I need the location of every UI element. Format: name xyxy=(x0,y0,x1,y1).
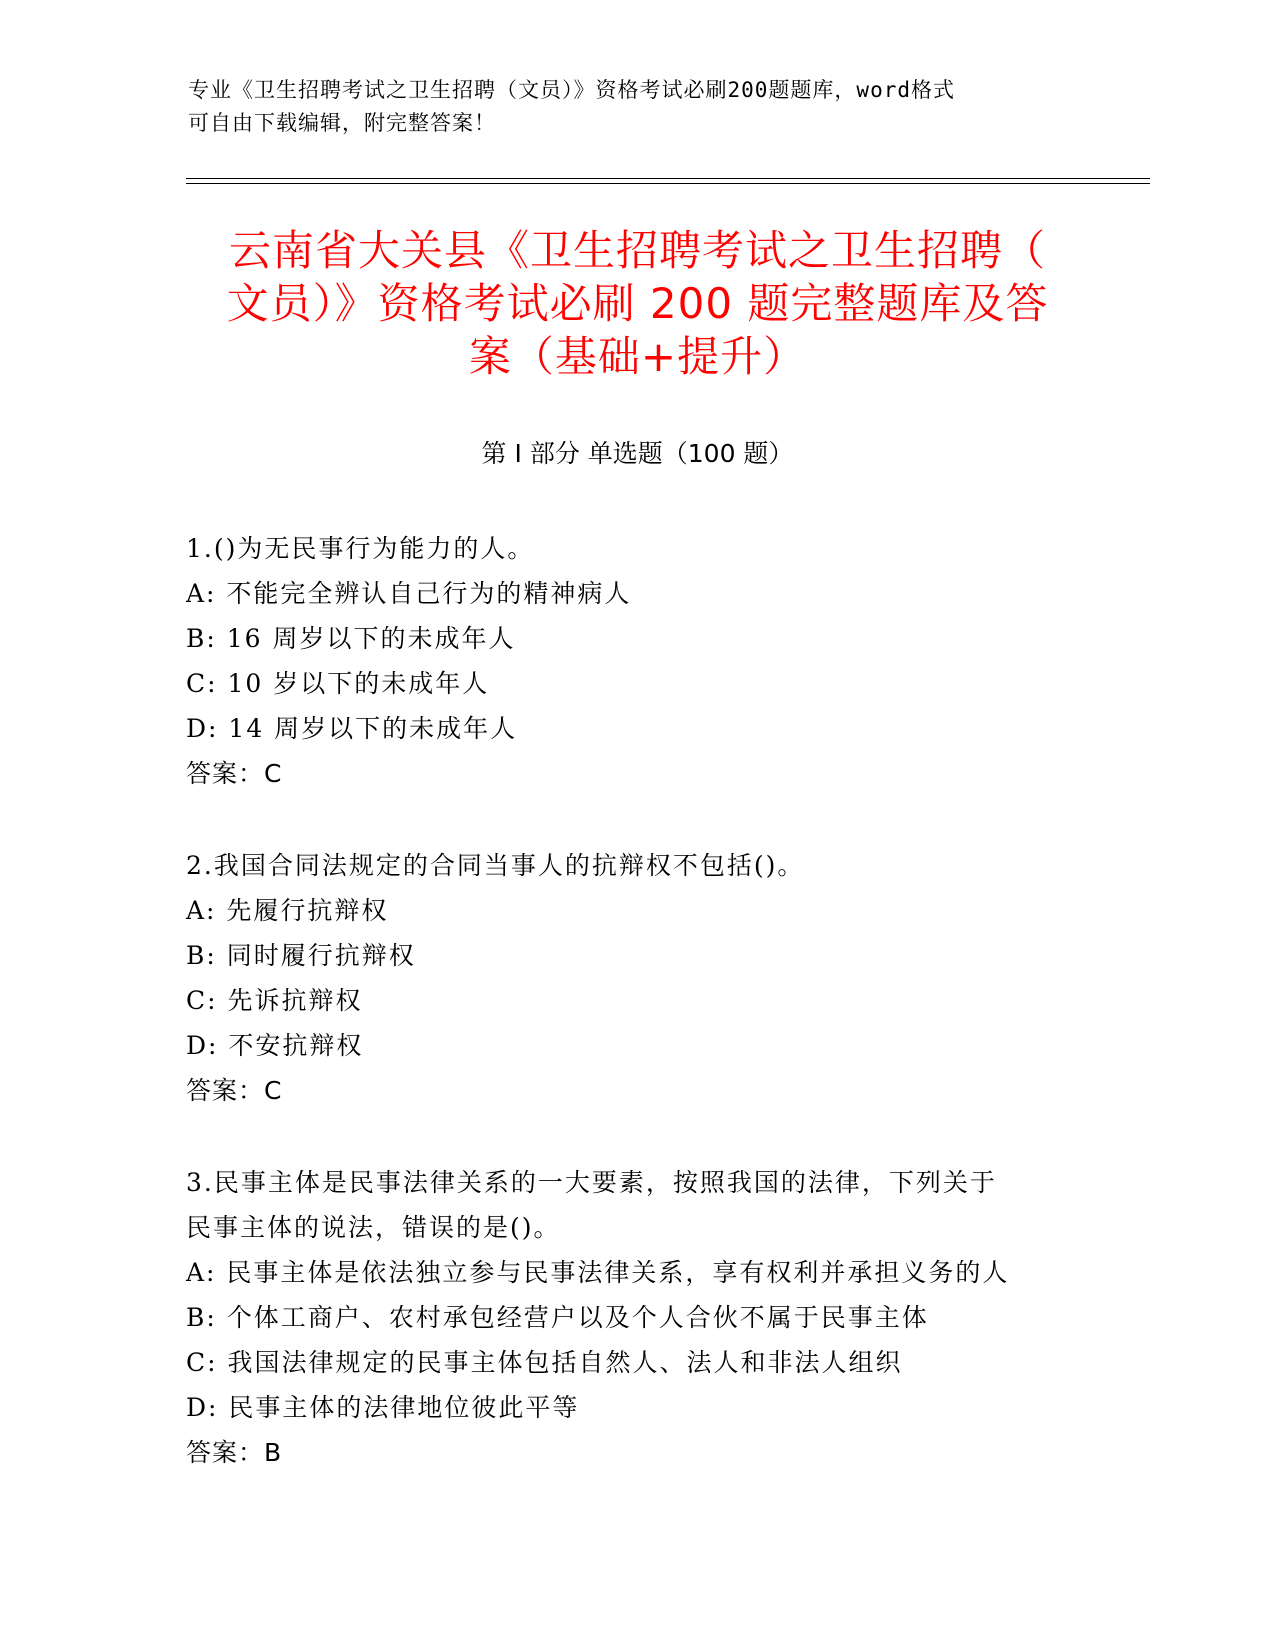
document-title-line-2: 文员）》资格考试必刷 200 题完整题库及答 xyxy=(226,279,1049,328)
header-divider-top xyxy=(186,178,1150,179)
option-d: D: 不安抗辩权 xyxy=(186,1031,364,1060)
question-1 xyxy=(186,526,1086,796)
section-title: 第 I 部分 单选题（100 题） xyxy=(481,439,794,468)
answer: 答案：C xyxy=(186,759,283,788)
document-title-line-3: 案（基础+提升） xyxy=(468,332,807,381)
option-b: B: 个体工商户、农村承包经营户以及个人合伙不属于民事主体 xyxy=(186,1303,929,1332)
option-b: B: 16 周岁以下的未成年人 xyxy=(186,624,516,653)
option-a: A: 先履行抗辩权 xyxy=(186,896,389,925)
option-c: C: 先诉抗辩权 xyxy=(186,986,363,1015)
question-stem: 1.()为无民事行为能力的人。 xyxy=(186,534,535,563)
option-b: B: 同时履行抗辩权 xyxy=(186,941,416,970)
header-note-line-1: 专业《卫生招聘考试之卫生招聘（文员）》资格考试必刷200题题库，word格式 xyxy=(188,78,955,102)
question-stem-line-1: 3.民事主体是民事法律关系的一大要素，按照我国的法律，下列关于 xyxy=(186,1168,997,1197)
option-d: D: 14 周岁以下的未成年人 xyxy=(186,714,518,743)
question-2 xyxy=(186,843,1086,1113)
document-title-line-1: 云南省大关县《卫生招聘考试之卫生招聘（ xyxy=(228,226,1046,275)
header-note xyxy=(188,74,1068,140)
answer: 答案：C xyxy=(186,1076,283,1105)
option-a: A: 民事主体是依法独立参与民事法律关系，享有权利并承担义务的人 xyxy=(186,1258,1010,1287)
question-stem: 2.我国合同法规定的合同当事人的抗辩权不包括()。 xyxy=(186,851,805,880)
document-title xyxy=(160,224,1115,383)
option-a: A: 不能完全辨认自己行为的精神病人 xyxy=(186,579,632,608)
question-stem-line-2: 民事主体的说法，错误的是()。 xyxy=(186,1213,561,1242)
option-d: D: 民事主体的法律地位彼此平等 xyxy=(186,1393,580,1422)
header-note-line-2: 可自由下载编辑，附完整答案！ xyxy=(188,111,496,135)
header-divider-bottom xyxy=(186,183,1150,184)
answer: 答案：B xyxy=(186,1438,283,1467)
option-c: C: 我国法律规定的民事主体包括自然人、法人和非法人组织 xyxy=(186,1348,903,1377)
question-3 xyxy=(186,1160,1086,1475)
option-c: C: 10 岁以下的未成年人 xyxy=(186,669,490,698)
